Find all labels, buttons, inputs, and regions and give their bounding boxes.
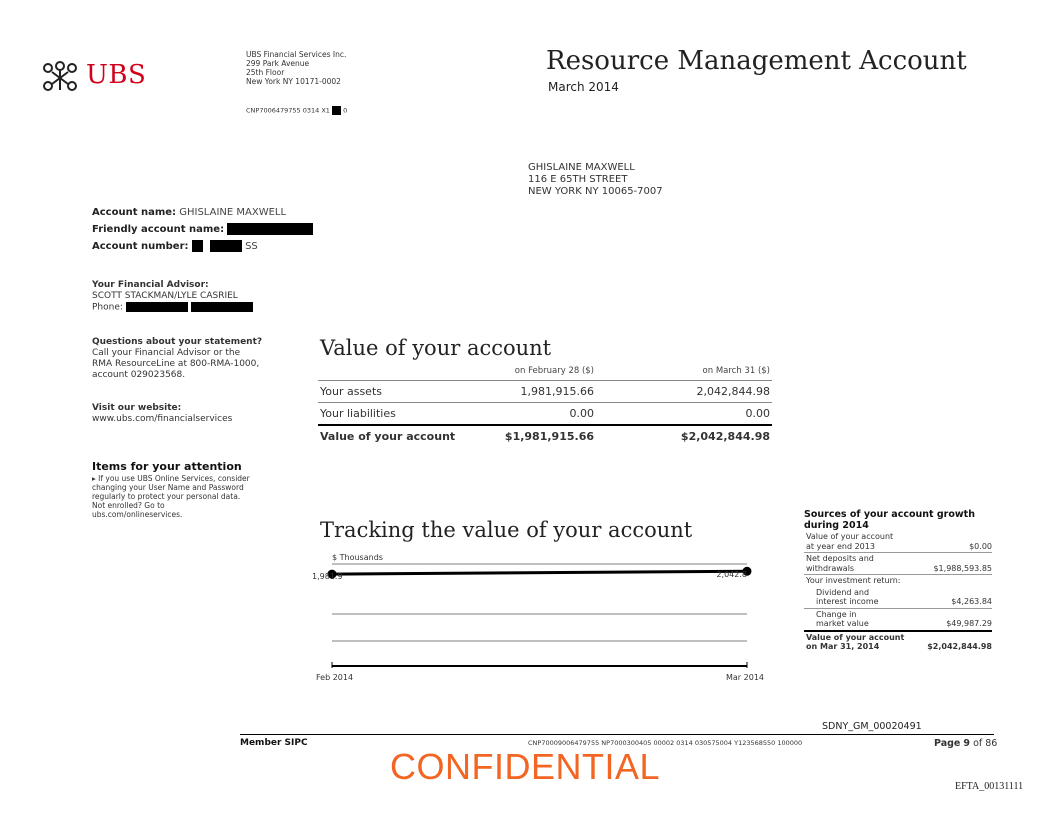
x-tick-label: Feb 2014 — [316, 673, 354, 682]
logo-text: UBS — [86, 60, 147, 90]
redaction — [210, 240, 242, 252]
statement-title: Resource Management Account — [546, 46, 967, 76]
tracking-title: Tracking the value of your account — [320, 518, 693, 542]
efta-number: EFTA_00131111 — [955, 781, 1024, 792]
sources-row: Value of your account at year end 2013 $0.00 — [806, 532, 992, 551]
website-block: Visit our website: www.ubs.com/financialservices — [92, 403, 233, 424]
advisor-block: Your Financial Advisor: SCOTT STACKMAN/LYLE CASRIEL Phone: — [92, 280, 253, 314]
company-address — [246, 50, 346, 86]
x-tick-label: Mar 2014 — [726, 673, 764, 682]
friendly-name-row: Friendly account name: — [92, 221, 313, 238]
website-link[interactable]: www.ubs.com/financialservices — [92, 414, 233, 424]
account-name-row: Account name: GHISLAINE MAXWELL — [92, 207, 287, 218]
tracking-chart — [310, 548, 780, 688]
redaction — [192, 240, 203, 252]
recipient-address: GHISLAINE MAXWELL 116 E 65TH STREET NEW YORK NY 10065-7007 — [528, 162, 663, 197]
ubs-logo — [40, 60, 180, 94]
page-indicator: Page 9 of 86 — [934, 738, 998, 749]
sources-table — [804, 509, 992, 653]
doc-code: CNP7006479755 0314 X1 0 — [246, 106, 348, 115]
sources-row: Change in market value $49,987.29 — [804, 608, 992, 630]
company-line: 299 Park Avenue — [246, 59, 310, 68]
redaction — [227, 223, 313, 235]
confidential-stamp: CONFIDENTIAL — [390, 746, 661, 787]
sources-row: Net deposits and withdrawals $1,988,593.85 — [806, 554, 992, 573]
statement-period: March 2014 — [548, 80, 619, 94]
member-sipc: Member SIPC — [240, 738, 308, 748]
chart-unit-label: $ Thousands — [332, 553, 383, 562]
series-line — [332, 571, 747, 574]
end-value-label: 2,042.8 — [716, 570, 747, 579]
sources-row: Dividend and interest income $4,263.84 — [816, 587, 992, 606]
account-number-row: Account number: SS — [92, 241, 258, 252]
table-row: Your liabilities 0.00 0.00 — [318, 402, 772, 424]
sources-row: Your investment return: — [804, 574, 992, 587]
sources-title: Sources of your account growth during 2014 — [804, 509, 975, 531]
table-row: Your assets 1,981,915.66 2,042,844.98 — [318, 380, 772, 402]
value-table — [318, 362, 772, 447]
value-table-header: on February 28 ($) on March 31 ($) — [514, 366, 770, 376]
redaction — [191, 302, 253, 312]
company-line: UBS Financial Services Inc. — [246, 50, 347, 59]
keys-icon — [40, 60, 80, 94]
account-info — [92, 204, 313, 255]
footer-code: CNP70009006479755 NP7000300405 00002 0314 030575004 Y123568550 100000 — [528, 739, 803, 747]
company-line: New York NY 10171-0002 — [246, 77, 341, 86]
footer-divider — [240, 734, 994, 735]
value-section-title: Value of your account — [320, 336, 552, 360]
sources-total: Value of your account on Mar 31, 2014 $2,042,844.98 — [804, 630, 992, 653]
redaction — [126, 302, 188, 312]
table-row-total: Value of your account $1,981,915.66 $2,042,844.98 — [318, 424, 772, 447]
bates-number: SDNY_GM_00020491 — [822, 721, 922, 732]
company-line: 25th Floor — [246, 68, 285, 77]
start-value-label: 1,981.9 — [312, 572, 343, 581]
attention-block: Items for your attention ▸ If you use UBS Online Services, consider changing your User Name and Password regularly to protect your personal data. Not enrolled? Go to ubs.com/onlineservices. — [92, 460, 250, 519]
redaction — [332, 106, 341, 115]
questions-block: Questions about your statement? Call your Financial Advisor or the RMA ResourceLine at 800-RMA-1000, account 029023568. — [92, 337, 263, 380]
